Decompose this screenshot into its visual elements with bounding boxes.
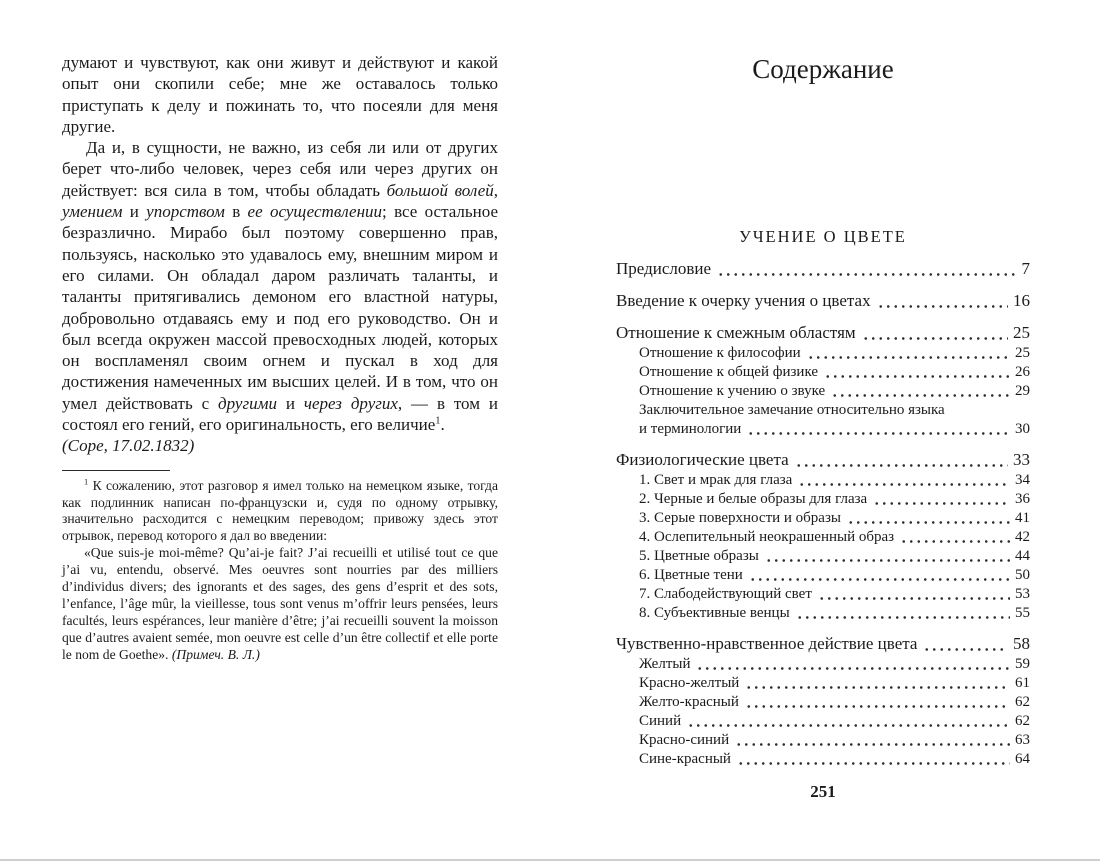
toc-row: [616, 604, 1030, 623]
toc-label: Сине-красный: [639, 751, 731, 767]
footnote-rule: [62, 470, 170, 471]
toc-label: 5. Цветные образы: [639, 548, 759, 564]
toc-label: Отношение к учению о звуке: [639, 383, 826, 399]
toc-label: Физиологические цвета: [616, 450, 789, 469]
toc-row: [616, 344, 1030, 363]
toc-page-number: 64: [1015, 751, 1030, 767]
toc-page-number: 33: [1013, 450, 1030, 469]
footnote-paragraph: $^1$ К сожалению, этот разговор я имел только на немецком языке, тогда как подлинник написан по-французски и, судя по одному отрывку, значительно расходится с немецким переводом; привожу здесь этот отрывок, перевод которого я дал во введении:: [62, 476, 499, 544]
toc-page-number: 55: [1015, 605, 1030, 621]
toc-label: 2. Черные и белые образы для глаза: [639, 491, 868, 507]
toc-label: Чувственно-нравственное действие цвета: [616, 634, 918, 653]
toc-label: Предисловие: [616, 259, 712, 278]
body-text: [62, 52, 498, 457]
dot-leader: [737, 761, 1010, 766]
toc-label: Отношение к философии: [639, 345, 801, 361]
dot-leader: [824, 374, 1010, 379]
footnote-marker: 1: [84, 476, 89, 487]
dot-leader: [735, 742, 1010, 747]
toc-row: [616, 449, 1030, 471]
dot-leader: [687, 723, 1010, 728]
toc-row: [616, 471, 1030, 490]
toc-page-number: 26: [1015, 364, 1030, 380]
toc-row: [616, 401, 1030, 420]
body-paragraph: Да и, в сущности, не важно, из себя ли или от других берет что-либо человек, через себя или через других он действует: вся сила в том, чтобы обладать большой волей, умением и упорством в ее осуществлении; все остальное безразлично. Мирабо был поэтому совершенно прав, пользуясь, насколько это удавалось ему, внешним миром и его силами. Он обладал даром различать таланты, и таланты притягивались демоном его властной натуры, добровольно отдаваясь ему и под его руководство. Он и был всегда окружен массой превосходных людей, которых он воспламенял своим огнем и пускал в ход для достижения намеченных им высших целей. И в том, что он умел действовать с другими и через других, — в том и состоял его гений, его оригинальность, его величие$^1$.: [62, 138, 499, 435]
toc-label: Заключительное замечание относительно языка: [639, 402, 945, 418]
toc-row: [616, 528, 1030, 547]
toc-label: Отношение к общей физике: [639, 364, 819, 380]
toc-page-number: 42: [1015, 529, 1030, 545]
toc-label: 1. Свет и мрак для глаза: [639, 472, 793, 488]
toc-label: Синий: [639, 713, 682, 729]
dot-leader: [862, 336, 1008, 341]
toc-list: [616, 258, 1030, 769]
toc-label: 8. Субъективные венцы: [639, 605, 790, 621]
dot-leader: [847, 520, 1010, 525]
dot-leader: [818, 596, 1010, 601]
toc-row: [616, 258, 1030, 280]
right-page: [616, 44, 1030, 803]
toc-page-number: 50: [1015, 567, 1030, 583]
toc-row: [616, 712, 1030, 731]
toc-label: и терминологии: [639, 421, 742, 437]
toc-row: [616, 490, 1030, 509]
toc-label: Желтый: [639, 656, 691, 672]
toc-page-number: 30: [1015, 421, 1030, 437]
toc-title: Содержание: [752, 54, 894, 84]
toc-label: 3. Серые поверхности и образы: [639, 510, 841, 526]
toc-label: Желто-красный: [639, 694, 739, 710]
toc-page-number: 59: [1015, 656, 1030, 672]
dot-leader: [807, 355, 1010, 360]
toc-row: [616, 363, 1030, 382]
dot-leader: [749, 577, 1010, 582]
footnote: [62, 478, 498, 664]
toc-page-number: 53: [1015, 586, 1030, 602]
dot-leader: [795, 463, 1008, 468]
toc-label: Введение к очерку учения о цветах: [616, 291, 871, 310]
toc-row: [616, 547, 1030, 566]
toc-label: Отношение к смежным областям: [616, 323, 856, 342]
dot-leader: [831, 393, 1010, 398]
toc-page-number: 25: [1015, 345, 1030, 361]
toc-page-number: 62: [1015, 694, 1030, 710]
toc-row: [616, 509, 1030, 528]
dot-leader: [900, 539, 1010, 544]
footnote-reference: 1: [435, 415, 441, 427]
toc-label: 7. Слабодействующий свет: [639, 586, 812, 602]
toc-row: [616, 731, 1030, 750]
dot-leader: [765, 558, 1010, 563]
dot-leader: [696, 666, 1010, 671]
toc-label: Красно-синий: [639, 732, 730, 748]
toc-section-heading: УЧЕНИЕ О ЦВЕТЕ: [739, 227, 907, 246]
toc-row: [616, 322, 1030, 344]
toc-row: [616, 382, 1030, 401]
dot-leader: [745, 685, 1010, 690]
toc-row: [616, 693, 1030, 712]
page-number: 251: [810, 782, 836, 801]
toc-page-number: 36: [1015, 491, 1030, 507]
left-page: [62, 52, 498, 664]
toc-row: [616, 674, 1030, 693]
toc-page-number: 44: [1015, 548, 1030, 564]
toc-page-number: 61: [1015, 675, 1030, 691]
toc-label: 6. Цветные тени: [639, 567, 743, 583]
body-paragraph: думают и чувствуют, как они живут и действуют и какой опыт они скопили себе; мне же оставалось только приступать к делу и пожинать то, что посеяли для меня другие.: [62, 53, 498, 136]
attribution: (Соре, 17.02.1832): [62, 436, 195, 456]
dot-leader: [873, 501, 1010, 506]
toc-row: [616, 290, 1030, 312]
translator-note: (Примеч. В. Л.): [171, 646, 260, 662]
toc-page-number: 16: [1013, 291, 1030, 310]
toc-row: [616, 585, 1030, 604]
toc-page-number: 29: [1015, 383, 1030, 399]
dot-leader: [745, 704, 1010, 709]
dot-leader: [923, 647, 1008, 652]
dot-leader: [796, 615, 1010, 620]
dot-leader: [798, 482, 1010, 487]
toc-row: [616, 750, 1030, 769]
toc-page-number: 62: [1015, 713, 1030, 729]
dot-leader: [717, 272, 1016, 277]
toc-page-number: 7: [1021, 259, 1030, 278]
toc-page-number: 25: [1013, 323, 1030, 342]
toc-row: [616, 566, 1030, 585]
toc-page-number: 34: [1015, 472, 1030, 488]
toc-page-number: 58: [1013, 634, 1030, 653]
toc-row: [616, 655, 1030, 674]
toc-label: Красно-желтый: [639, 675, 740, 691]
dot-leader: [877, 304, 1008, 309]
toc-row: [616, 420, 1030, 439]
toc-page-number: 63: [1015, 732, 1030, 748]
toc-page-number: 41: [1015, 510, 1030, 526]
footnote-paragraph: «Que suis-je moi-même? Qu’ai-je fait? J’ai recueilli et utilisé tout ce que j’ai vu, entendu, observé. Mes oeuvres sont nourries par des milliers d’individus divers; des ignorants et des sages, des gens d’esprit et des sots, l’enfance, l’âge mûr, la vieillesse, tous sont venus m’offrir leurs pensées, leurs facultés, leurs espérances, leur manière d’être; j’ai recueilli souvent la moisson que d’autres avaient semée, mon oeuvre est celle d’un être collectif et elle porte le nom de Goethe». (Примеч. В. Л.): [62, 545, 498, 662]
toc-label: 4. Ослепительный неокрашенный образ: [639, 529, 895, 545]
dot-leader: [747, 431, 1010, 436]
toc-row: [616, 633, 1030, 655]
